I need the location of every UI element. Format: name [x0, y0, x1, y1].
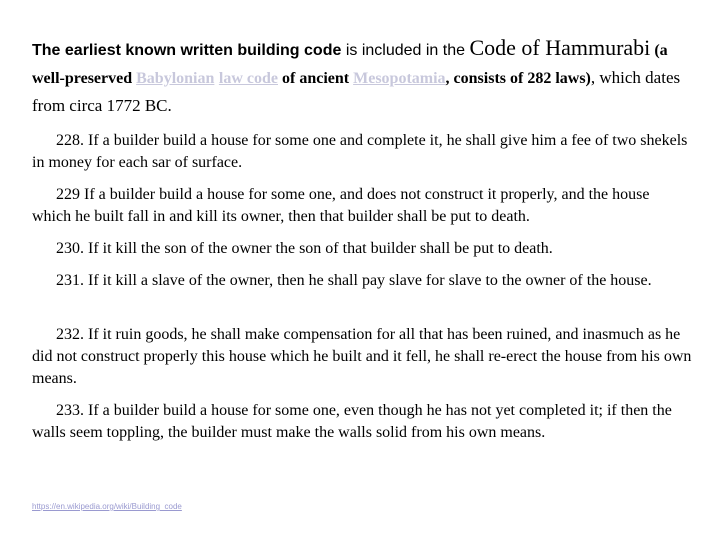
babylonian-link[interactable]: Babylonian	[136, 70, 215, 87]
intro-dates: , which dates from circa 1772 BC.	[32, 68, 681, 115]
law-232: 232. If it ruin goods, he shall make compensation for all that has been ruined, and inasmuch as he did not construct properly this house which he built and it fell, he shall re-erect the house from his own means.	[32, 326, 692, 387]
intro-of-ancient: of ancient	[278, 70, 354, 87]
code-of-hammurabi-title: Code of Hammurabi	[469, 35, 651, 60]
law-code-link[interactable]: law code	[218, 70, 278, 87]
law-228: 228. If a builder build a house for some one and complete it, he shall give him a fee of two shekels in money for each sar of surface.	[32, 132, 688, 171]
intro-lead-bold: The earliest known written building code	[32, 42, 342, 59]
intro-paren-open: (a well-preserved	[32, 42, 668, 87]
law-230: 230. If it kill the son of the owner the son of that builder shall be put to death.	[56, 240, 553, 257]
intro-consists: , consists of 282 laws)	[445, 70, 591, 87]
law-233: 233. If a builder build a house for some one, even though he has not yet completed it; if then the walls seem toppling, the builder must make the walls solid from his own means.	[32, 402, 672, 441]
law-229: 229 If a builder build a house for some one, and does not construct it properly, and the house which he built fall in and kill its owner, then that builder shall be put to death.	[32, 186, 650, 225]
mesopotamia-link[interactable]: Mesopotamia	[353, 70, 446, 87]
source-link[interactable]: https://en.wikipedia.org/wiki/Building_code	[32, 502, 182, 511]
intro-paragraph	[32, 34, 692, 119]
intro-lead-normal: is included in the	[341, 42, 470, 59]
law-231: 231. If it kill a slave of the owner, then he shall pay slave for slave to the owner of the house.	[56, 272, 652, 289]
